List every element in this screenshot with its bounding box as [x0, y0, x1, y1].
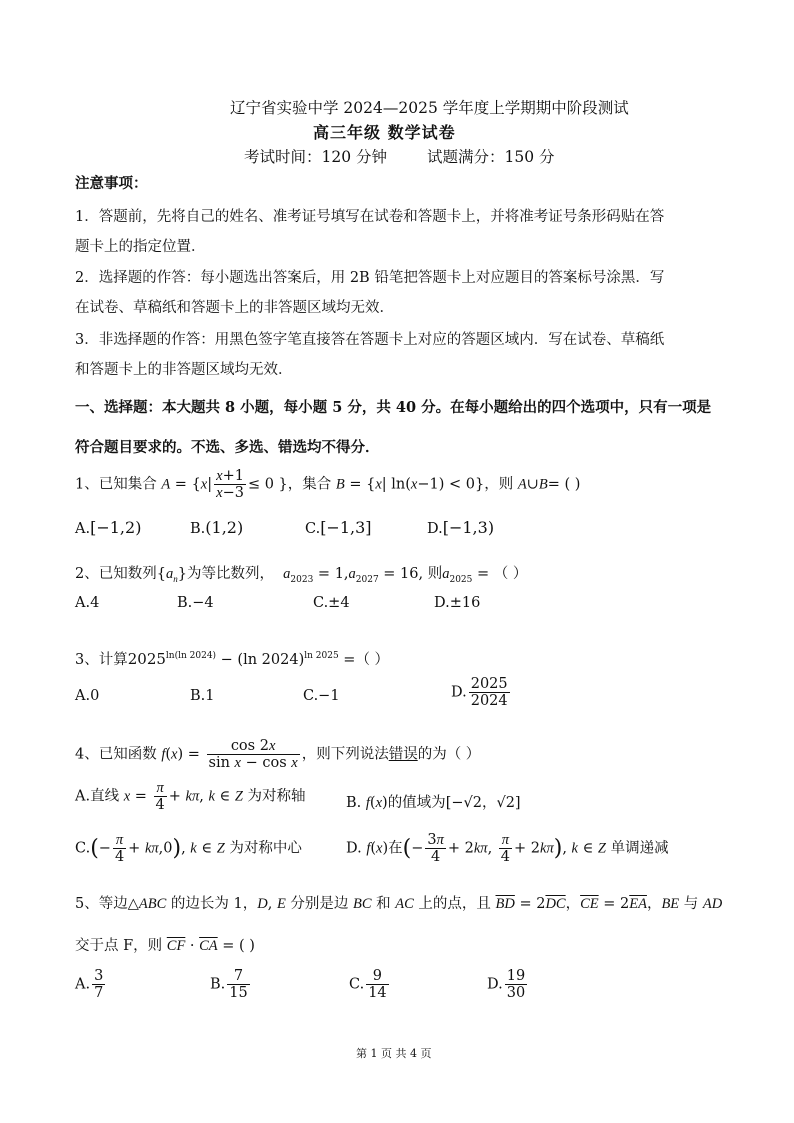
q3-option-b: B.1	[190, 688, 215, 704]
q4-option-d: D. f(x)在(− $\frac{3\pi}{4}$ + 2kπ, $\frac{\pi}{4}$ + 2kπ), k ∈ Z 单调递减	[346, 832, 669, 865]
notes-heading: 注意事项：	[75, 175, 148, 192]
exam-title: 高三年级 数学试卷	[313, 123, 456, 142]
section1-line1: 一、选择题：本大题共 8 小题，每小题 5 分，共 40 分。在每小题给出的四个选项中，只有一项是	[75, 399, 712, 416]
q5-option-a: A. $\frac{3}{7}$	[75, 968, 104, 1001]
question-5-line2: 交于点 F，则 $\overline{CF} \cdot \overline{CA}$ = ( )	[75, 938, 255, 954]
q2-option-c: C.±4	[313, 595, 350, 611]
q4-option-a: A.直线 x = $\frac{\pi}{4}$ + kπ, k ∈ Z 为对称轴	[75, 780, 306, 813]
page-footer: 第 1 页 共 4 页	[356, 1047, 432, 1060]
note-3a: 3．非选择题的作答：用黑色签字笔直接答在答题卡上对应的答题区域内．写在试卷、草稿纸	[75, 332, 665, 348]
school-title: 辽宁省实验中学 2024—2025 学年度上学期期中阶段测试	[230, 99, 629, 117]
wrong-emphasis: 错误	[388, 746, 418, 763]
note-3b: 和答题卡上的非答题区域均无效．	[75, 362, 293, 378]
q2-option-d: D.±16	[434, 595, 481, 611]
question-4: 4、已知函数 f(x) = $\frac{\cos 2x}{\text{sin x − cos x}}$ ，则下列说法错误的为（ ）	[75, 738, 481, 771]
q3-option-d: D. $\frac{2025}{2024}$	[451, 676, 508, 709]
q2-option-a: A.4	[75, 595, 100, 611]
q2-option-b: B.−4	[177, 595, 214, 611]
exam-score: 试题满分：150 分	[427, 148, 555, 166]
q4-option-b: B. f(x)的值域为[−√2，√2]	[346, 795, 521, 811]
question-1: 1、已知集合 A = {x| $\frac{x+1}{x-3}$ ≤ 0 }，集合 B = {x| ln(x−1) < 0}，则 A∪B= ( )	[75, 468, 581, 501]
exam-time: 考试时间：120 分钟	[244, 148, 388, 166]
q5-option-c: C. $\frac{9}{14}$	[349, 968, 387, 1001]
question-5-line1: 5、等边△ABC 的边长为 1，D, E 分别是边 BC 和 AC 上的点，且 $\overline{BD} = 2\overline{DC}$，$\overline{CE} = 2\overline{EA}$，BE 与 AD	[75, 896, 723, 912]
q1-option-c: C.[−1,3]	[305, 518, 372, 537]
note-1a: 1．答题前，先将自己的姓名、准考证号填写在试卷和答题卡上，并将准考证号条形码贴在答	[75, 209, 665, 225]
q1-option-d: D.[−1,3)	[427, 518, 495, 537]
q5-option-d: D. $\frac{19}{30}$	[487, 968, 526, 1001]
question-2: 2、已知数列$\{a_n\}$为等比数列， $a_{2023} = 1,a_{2027} = 16$, 则$a_{2025}$ = （ ）	[75, 566, 528, 585]
section1-line2: 符合题目要求的。不选、多选、错选均不得分．	[75, 439, 380, 456]
q3-option-c: C.−1	[303, 688, 340, 704]
note-2a: 2．选择题的作答：每小题选出答案后，用 2B 铅笔把答题卡上对应题目的答案标号涂黑．写	[75, 270, 665, 286]
q1-option-b: B.(1,2)	[190, 518, 244, 537]
q3-option-a: A.0	[75, 688, 100, 704]
question-3: 3、计算$2025^{ln(ln 2024)} - (\ln$ 2024)$^{ln 2025}$ =（ ）	[75, 650, 390, 668]
q1-option-a: A.[−1,2)	[75, 518, 142, 537]
q4-option-c: C.(− $\frac{\pi}{4}$ + kπ,0), k ∈ Z 为对称中心	[75, 832, 302, 865]
q5-option-b: B. $\frac{7}{15}$	[210, 968, 248, 1001]
note-1b: 题卡上的指定位置．	[75, 239, 206, 255]
note-2b: 在试卷、草稿纸和答题卡上的非答题区域均无效．	[75, 300, 394, 316]
